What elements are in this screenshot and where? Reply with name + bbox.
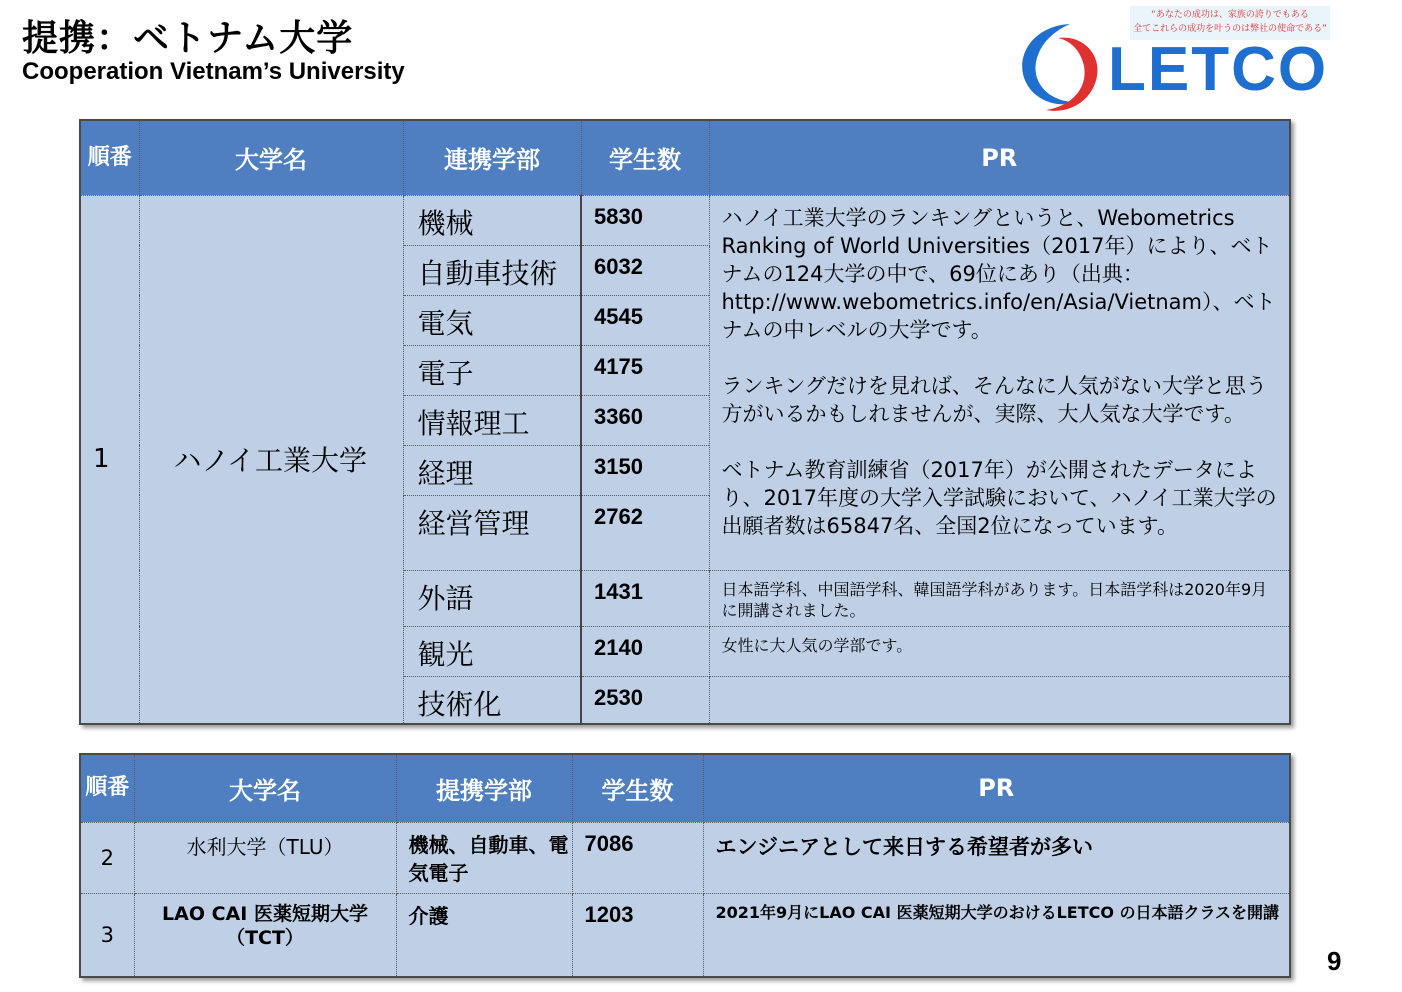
header-rank: 順番 [80, 120, 139, 195]
faculty-cell: 観光 [403, 626, 581, 676]
pr-technology-cell [709, 676, 1290, 724]
header-pr: PR [703, 754, 1290, 822]
pr-paragraph: ベトナム教育訓練省（2017年）が公開されたデータにより、2017年度の大学入学試験において、ハノイ工業大学の出願者数は65847名、全国2位になっています。 [721, 457, 1277, 538]
students-cell: 2140 [581, 626, 709, 676]
logo-motto-line2: 全てこれらの成功を叶うのは弊社の使命である” [1133, 24, 1327, 34]
header-faculty: 連携学部 [403, 120, 581, 195]
students-cell: 2762 [581, 495, 709, 570]
logo-motto-line1: “あなたの成功は、家族の誇りでもある [1151, 10, 1309, 20]
faculty-cell: 介護 [396, 893, 572, 977]
faculty-cell: 経理 [403, 445, 581, 495]
table-header-row [80, 754, 1290, 822]
students-cell: 4545 [581, 295, 709, 345]
pr-tourism-cell: 女性に大人気の学部です。 [709, 626, 1290, 676]
faculty-cell: 外語 [403, 570, 581, 626]
students-cell: 7086 [572, 822, 703, 893]
faculty-cell: 技術化 [403, 676, 581, 724]
rank-cell: 2 [80, 822, 134, 893]
page-number: 9 [1327, 946, 1342, 976]
table-row [80, 195, 1290, 245]
header-university: 大学名 [134, 754, 396, 822]
pr-main-cell [709, 195, 1290, 570]
faculty-cell: 電子 [403, 345, 581, 395]
table-row [80, 893, 1290, 977]
students-cell: 3360 [581, 395, 709, 445]
header-pr: PR [709, 120, 1290, 195]
students-cell: 1431 [581, 570, 709, 626]
table-other-universities [79, 753, 1291, 978]
students-cell: 1203 [572, 893, 703, 977]
pr-cell: エンジニアとして来日する希望者が多い [703, 822, 1290, 893]
university-cell: ハノイ工業大学 [139, 195, 403, 724]
faculty-cell: 情報理工 [403, 395, 581, 445]
rank-cell: 1 [80, 195, 139, 724]
table-row [80, 822, 1290, 893]
pr-cell: 2021年9月にLAO CAI 医薬短期大学のおけるLETCO の日本語クラスを開講 [703, 893, 1290, 977]
pr-paragraph: ランキングだけを見れば、そんなに人気がない大学と思う方がいるかもしれませんが、実際、大人気な大学です。 [721, 373, 1267, 426]
students-cell: 3150 [581, 445, 709, 495]
pr-language-cell: 日本語学科、中国語学科、韓国語学科があります。日本語学科は2020年9月に開講されました。 [709, 570, 1290, 626]
header-faculty: 提携学部 [396, 754, 572, 822]
faculty-cell: 自動車技術 [403, 245, 581, 295]
faculty-cell: 機械 [403, 195, 581, 245]
university-cell: LAO CAI 医薬短期大学（TCT） [134, 893, 396, 977]
header-students: 学生数 [572, 754, 703, 822]
page-subtitle: Cooperation Vietnam’s University [22, 58, 405, 85]
faculty-cell: 経営管理 [403, 495, 581, 570]
students-cell: 6032 [581, 245, 709, 295]
pr-paragraph: ハノイ工業大学のランキングというと、Webometrics Ranking of World Universities（2017年）により、ベトナムの124大学の中で、69位にあり（出典：http://www.webometrics.info/en/Asia/Vietnam）、ベトナムの中レベルの大学です。 [721, 205, 1276, 342]
faculty-cell: 電気 [403, 295, 581, 345]
letco-swirl-icon [1010, 16, 1110, 116]
logo-wordmark: LETCO [1108, 35, 1329, 104]
students-cell: 2530 [581, 676, 709, 724]
university-cell: 水利大学（TLU） [134, 822, 396, 893]
students-cell: 4175 [581, 345, 709, 395]
header-students: 学生数 [581, 120, 709, 195]
faculty-cell: 機械、自動車、電気電子 [396, 822, 572, 893]
table-header-row [80, 120, 1290, 195]
header-university: 大学名 [139, 120, 403, 195]
rank-cell: 3 [80, 893, 134, 977]
letco-logo [1010, 4, 1390, 116]
table-hanoi-university [79, 119, 1291, 725]
page-title: 提携：ベトナム大学 [22, 18, 354, 59]
header-rank: 順番 [80, 754, 134, 822]
students-cell: 5830 [581, 195, 709, 245]
